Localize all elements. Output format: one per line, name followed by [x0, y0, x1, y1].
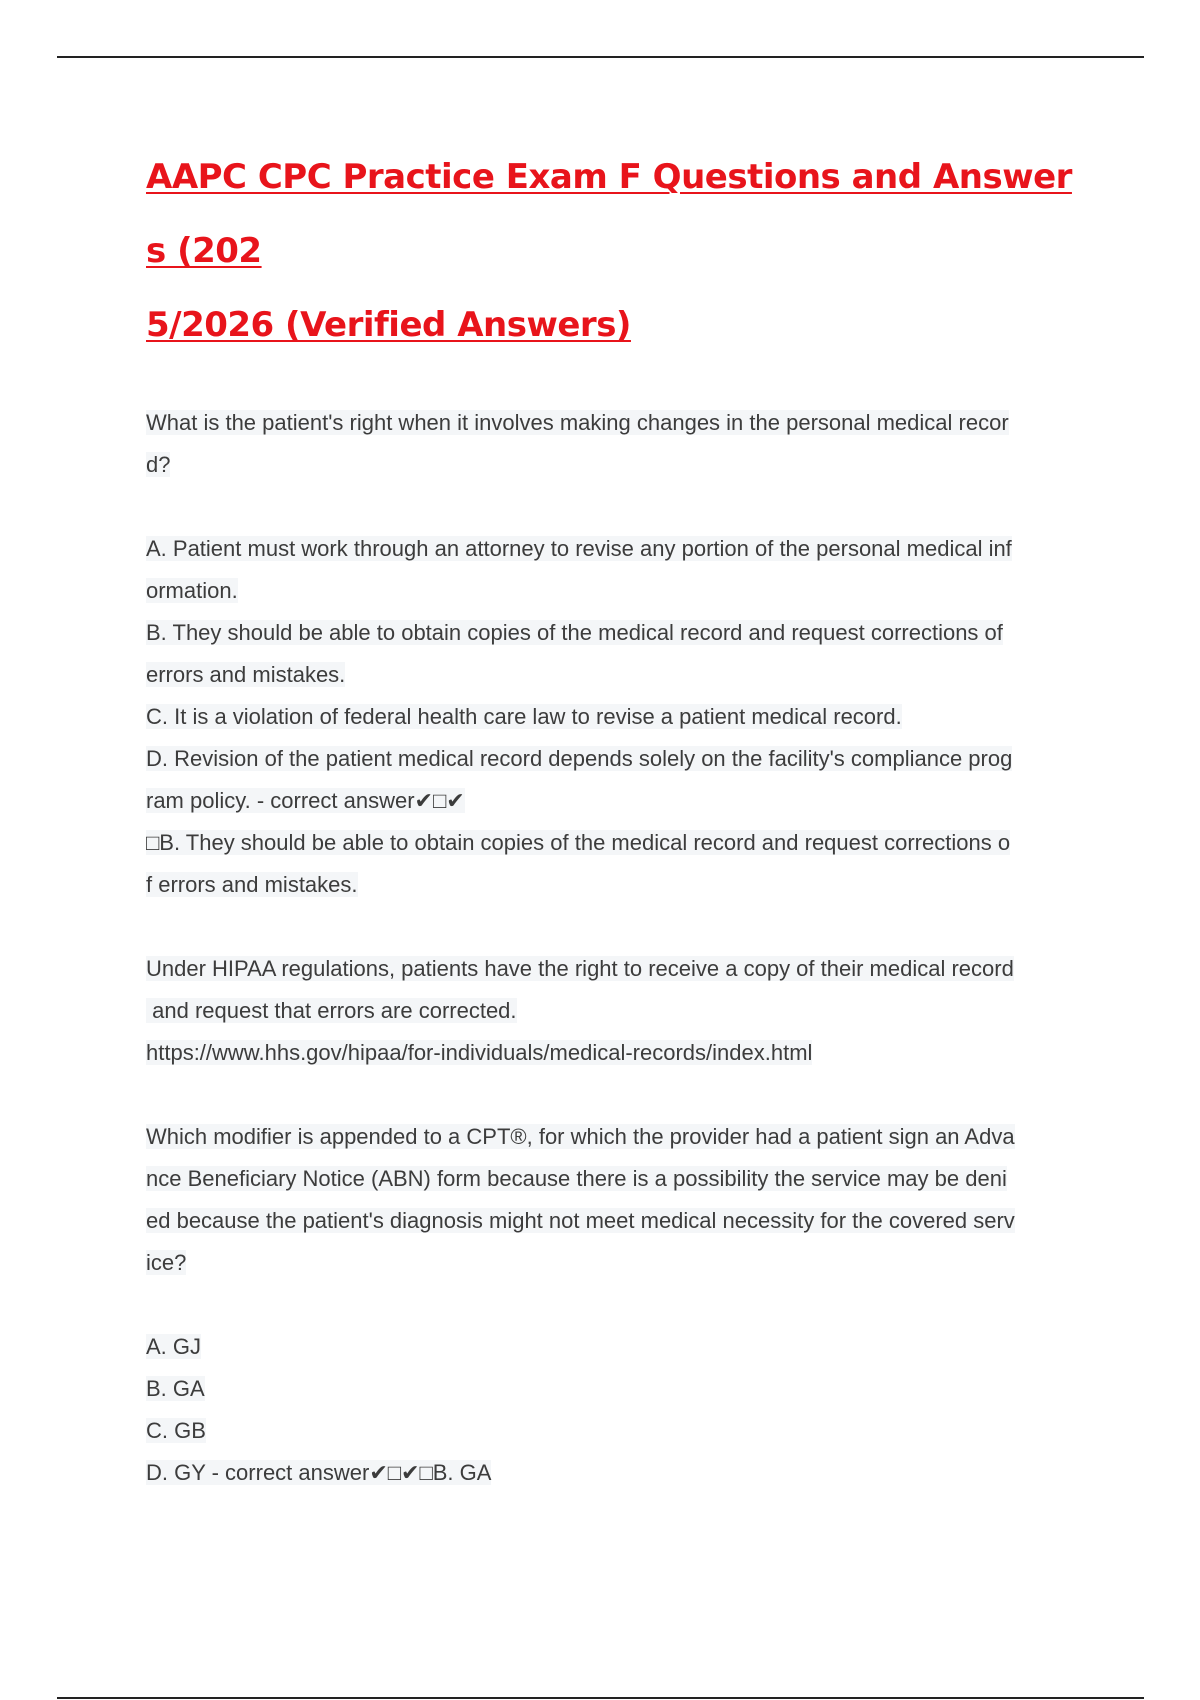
question-1 — [146, 402, 1086, 1074]
document-title — [146, 140, 1086, 362]
reference-link[interactable]: https://www.hhs.gov/hipaa/for-individuals/medical-records/index.html — [146, 1040, 813, 1065]
answer-option: C. It is a violation of federal health care law to revise a patient medical record. — [146, 704, 902, 729]
correct-answer: □B. They should be able to obtain copies of the medical record and request corrections o — [146, 830, 1011, 855]
answer-option: B. GA — [146, 1376, 205, 1401]
explanation-text: Under HIPAA regulations, patients have the right to receive a copy of their medical record — [146, 956, 1014, 981]
answer-option: C. GB — [146, 1418, 206, 1443]
explanation-text: and request that errors are corrected. — [146, 998, 517, 1023]
answer-option: A. GJ — [146, 1334, 202, 1359]
question-2 — [146, 1116, 1086, 1494]
answer-option: A. Patient must work through an attorney to revise any portion of the personal medical inf — [146, 536, 1012, 561]
title-line: 5/2026 (Verified Answers) — [146, 305, 631, 345]
answer-option: ram policy. - correct answer✔□✔ — [146, 788, 465, 813]
answer-option: errors and mistakes. — [146, 662, 346, 687]
answer-option: D. Revision of the patient medical record depends solely on the facility's compliance prog — [146, 746, 1013, 771]
question-text: Which modifier is appended to a CPT®, for which the provider had a patient sign an Adva — [146, 1124, 1015, 1149]
answer-option: ormation. — [146, 578, 238, 603]
question-text: nce Beneficiary Notice (ABN) form because there is a possibility the service may be deni — [146, 1166, 1007, 1191]
document-body — [146, 140, 1086, 1494]
correct-answer: f errors and mistakes. — [146, 872, 358, 897]
answer-option: D. GY - correct answer✔□✔□B. GA — [146, 1460, 492, 1485]
question-text: ed because the patient's diagnosis might not meet medical necessity for the covered serv — [146, 1208, 1015, 1233]
question-text: ice? — [146, 1250, 187, 1275]
answer-option: B. They should be able to obtain copies of the medical record and request corrections of — [146, 620, 1003, 645]
question-text: What is the patient's right when it involves making changes in the personal medical recor — [146, 410, 1009, 435]
question-text: d? — [146, 452, 171, 477]
header-rule — [57, 56, 1144, 58]
footer-rule — [57, 1697, 1144, 1699]
title-line: AAPC CPC Practice Exam F Questions and Answers (202 — [146, 157, 1072, 271]
